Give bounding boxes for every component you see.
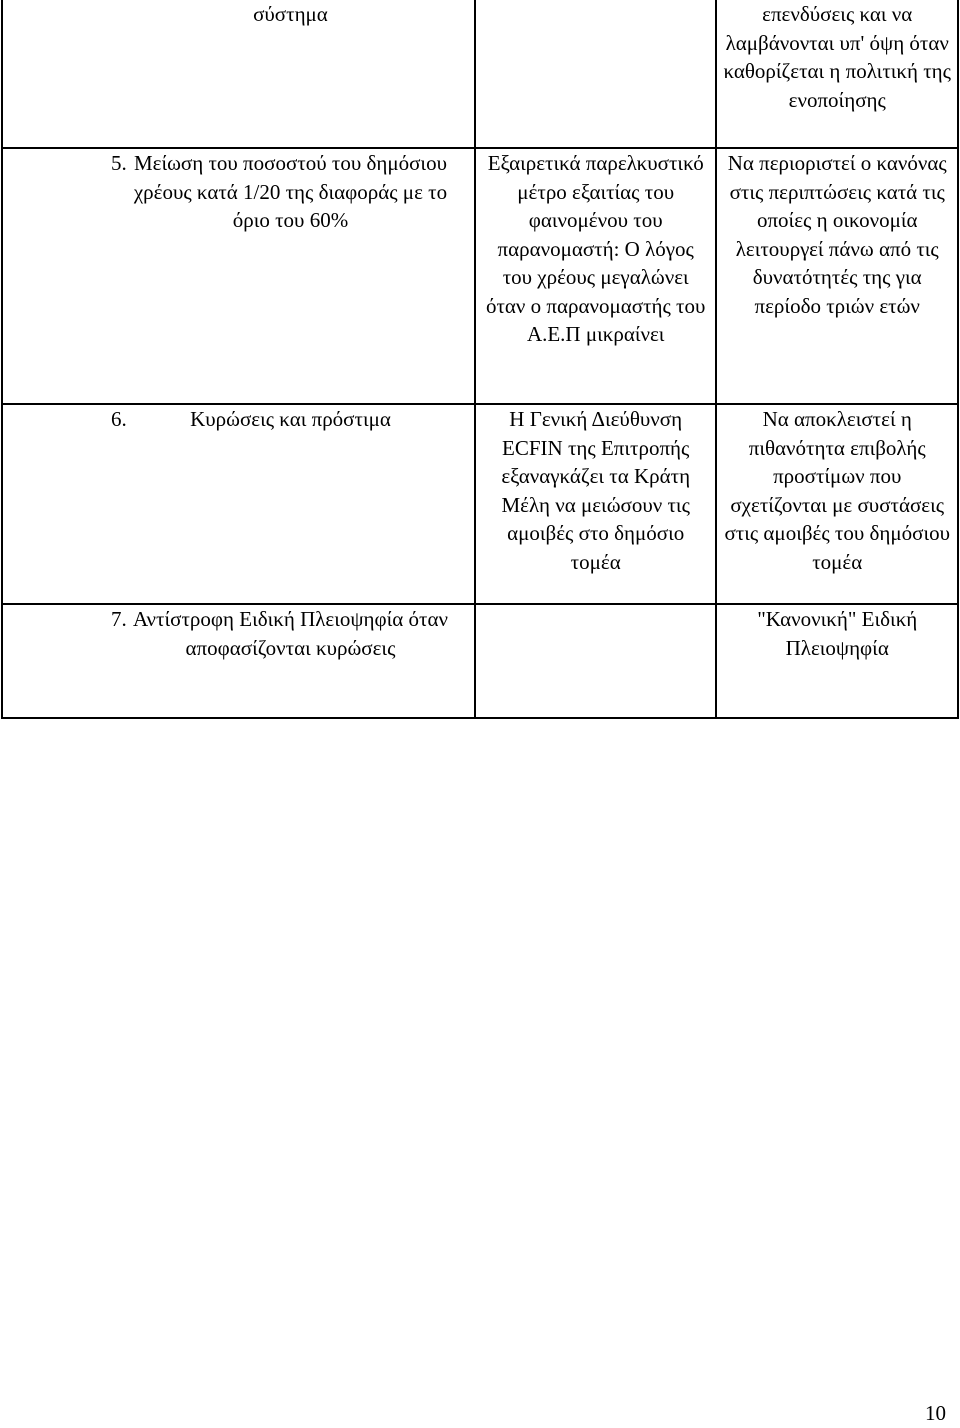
measure-cell [2,0,475,148]
commission-text: Εξαιρετικά παρελκυστικό μέτρο εξαιτίας του φαινομένου του παρανομαστή: Ο λόγος του χρέους μεγαλώνει όταν ο παρανομαστής του Α.Ε.Π μικραίνει [485,151,706,346]
item-number: 7. [111,607,127,631]
proposal-text: "Κανονική" Ειδική Πλειοψηφία [757,607,918,660]
table-row [2,404,958,604]
measure-text: Μείωση του ποσοστού του δημόσιου χρέους κατά 1/20 της διαφοράς με το όριο του 60% [133,151,448,232]
measure-text: σύστημα [253,2,328,26]
measure-cell [2,604,475,718]
commission-cell [475,404,717,604]
table-row [2,0,958,148]
proposal-text: Να αποκλειστεί η πιθανότητα επιβολής προστίμων που σχετίζονται με συστάσεις στις αμοιβές του δημόσιου τομέα [724,407,950,574]
proposal-cell [716,148,958,404]
measure-text: Κυρώσεις και πρόστιμα [190,407,391,431]
item-number: 6. [111,407,127,431]
commission-text: Η Γενική Διεύθυνση ECFIN της Επιτροπής εξαναγκάζει τα Κράτη Μέλη να μειώσουν τις αμοιβές στο δημόσιο τομέα [501,407,691,574]
proposal-text: Να περιοριστεί ο κανόνας στις περιπτώσεις κατά τις οποίες η οικονομία λειτουργεί πάνω από τις δυνατότητές της για περίοδο τριών ετών [727,151,947,318]
measure-text: Αντίστροφη Ειδική Πλειοψηφία όταν αποφασίζονται κυρώσεις [132,607,448,660]
commission-cell [475,148,717,404]
page-number: 10 [925,1401,946,1425]
commission-cell [475,0,717,148]
measure-cell [2,148,475,404]
proposal-text: επενδύσεις και να λαμβάνονται υπ' όψη όταν καθορίζεται η πολιτική της ενοποίησης [723,2,951,112]
proposal-cell [716,0,958,148]
measures-table [1,0,959,719]
commission-cell [475,604,717,718]
proposal-cell [716,604,958,718]
table-row [2,148,958,404]
measure-cell [2,404,475,604]
table-row [2,604,958,718]
proposal-cell [716,404,958,604]
item-number: 5. [111,151,127,175]
